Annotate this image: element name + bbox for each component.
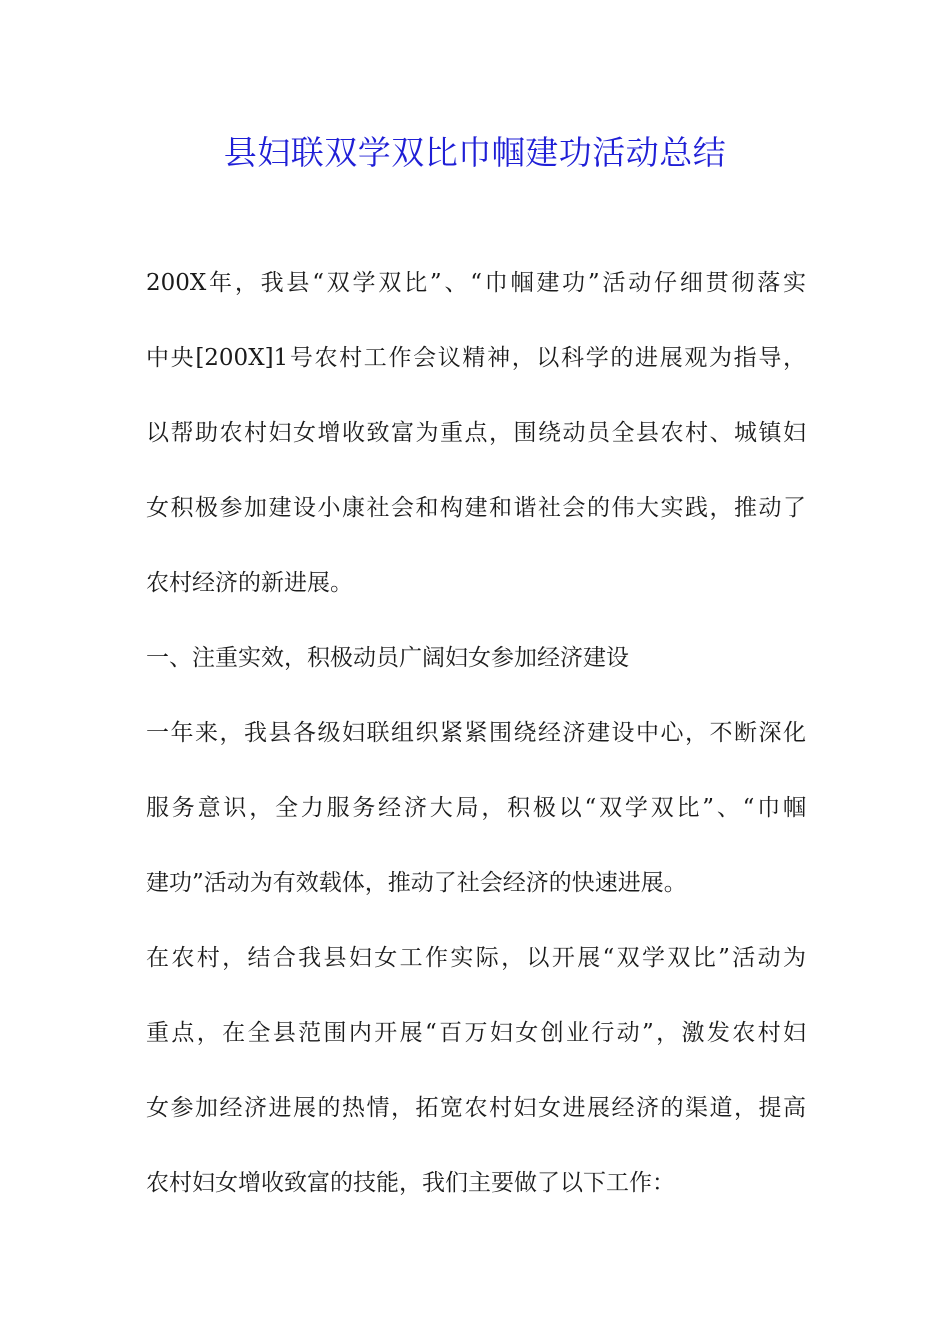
paragraph-line: 200X年，我县“双学双比”、“巾帼建功”活动仔细贯彻落实 (146, 270, 806, 296)
paragraph-line: 农村妇女增收致富的技能，我们主要做了以下工作： (146, 1170, 675, 1196)
paragraph-line: 在农村，结合我县妇女工作实际，以开展“双学双比”活动为 (146, 945, 806, 971)
paragraph-line: 重点，在全县范围内开展“百万妇女创业行动”，激发农村妇 (146, 1020, 806, 1046)
paragraph-line: 建功”活动为有效载体，推动了社会经济的快速进展。 (146, 870, 687, 896)
paragraph-line: 服务意识，全力服务经济大局，积极以“双学双比”、“巾帼 (146, 795, 806, 821)
section-heading: 一、注重实效，积极动员广阔妇女参加经济建设 (146, 645, 629, 671)
paragraph-line: 女积极参加建设小康社会和构建和谐社会的伟大实践，推动了 (146, 495, 806, 521)
paragraph-line: 以帮助农村妇女增收致富为重点，围绕动员全县农村、城镇妇 (146, 420, 806, 446)
paragraph-line: 女参加经济进展的热情，拓宽农村妇女进展经济的渠道，提高 (146, 1095, 806, 1121)
paragraph-line: 农村经济的新进展。 (146, 570, 353, 596)
paragraph-line: 一年来，我县各级妇联组织紧紧围绕经济建设中心，不断深化 (146, 720, 806, 746)
document-title: 县妇联双学双比巾帼建功活动总结 (223, 133, 727, 172)
paragraph-line: 中央[200X]1号农村工作会议精神，以科学的进展观为指导， (146, 345, 806, 371)
